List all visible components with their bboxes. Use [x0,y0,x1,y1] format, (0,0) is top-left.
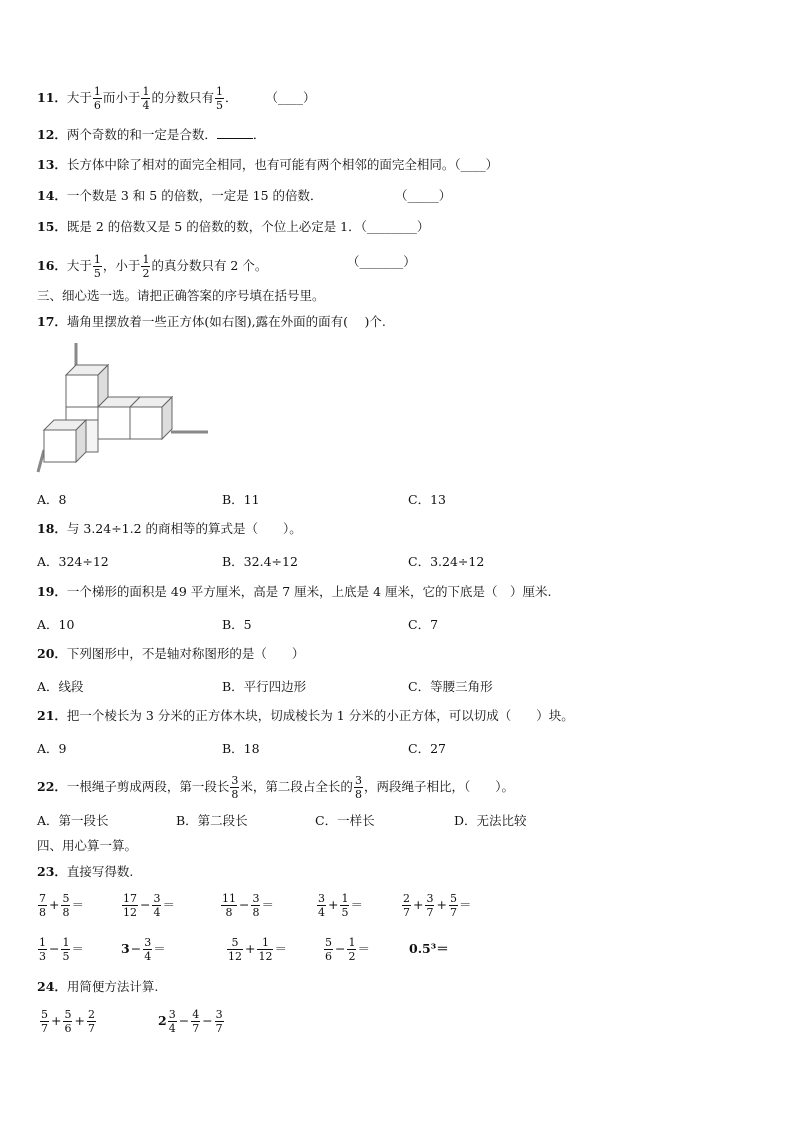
calc-expression: $\frac{5}{6}$ − $\frac{1}{2}$ ＝ [325,936,370,963]
option-c[interactable]: C．一样长 [315,813,375,828]
option-b[interactable]: B．5 [222,617,252,632]
calc-expression: $\frac{1}{3}$ − $\frac{1}{5}$ ＝ [39,936,84,963]
option-a[interactable]: A．线段 [37,679,84,694]
question-text: 长方体中除了相对的面完全相同，也有可能有两个相邻的面完全相同。（____） [66,157,499,172]
calc-expression: 0.5³＝ [409,941,449,956]
calc-expression: 2 $\frac{3}{4}$ − $\frac{4}{7}$ − $\frac{3}{7}$ [158,1008,223,1035]
question-22 [37,775,514,800]
section-heading: 三、细心选一选。请把正确答案的序号填在括号里。 [37,288,325,303]
option-a[interactable]: A．第一段长 [37,813,109,828]
calc-expression: $\frac{3}{4}$ + $\frac{1}{5}$ ＝ [318,892,363,919]
question-text: 大于 [66,90,92,105]
option-b[interactable]: B．11 [222,492,260,507]
question-text: ． [252,127,266,142]
option-c[interactable]: C．27 [408,741,446,756]
question-text: ，小于 [102,258,141,273]
answer-blank[interactable]: （_______） [347,254,416,269]
question-text: 下列图形中，不是轴对称图形的是（ ） [66,646,305,661]
fraction: $\frac{1}{6}$ [93,85,101,112]
question-text: 大于 [66,258,92,273]
option-a[interactable]: A．324÷12 [37,554,109,569]
question-text: 米，第二段占全长的 [240,779,353,794]
option-c[interactable]: C．7 [408,617,439,632]
question-text: 而小于 [102,90,141,105]
question-text: 一个梯形的面积是 49 平方厘米，高是 7 厘米，上底是 4 厘米，它的下底是（ ）厘米. [66,584,552,599]
calc-expression: $\frac{11}{8}$ − $\frac{3}{8}$ ＝ [222,892,274,919]
question-text: 一根绳子剪成两段，第一段长 [66,779,230,794]
question-19 [37,584,552,600]
fraction: $\frac{3}{8}$ [231,774,239,801]
question-text: 直接写得数. [66,864,134,879]
question-21 [37,708,574,724]
option-a[interactable]: A．9 [37,741,67,756]
question-number: 16． [37,258,67,273]
question-17 [37,314,386,330]
option-c[interactable]: C．13 [408,492,446,507]
question-text: 的真分数只有 2 个。 [151,258,268,273]
question-text: 的分数只有 [151,90,214,105]
question-number: 22． [37,779,67,794]
option-a[interactable]: A．8 [37,492,67,507]
option-b[interactable]: B．平行四边形 [222,679,307,694]
question-16 [37,253,416,280]
calc-expression: $\frac{5}{7}$ + $\frac{5}{6}$ + $\frac{2}{7}$ [41,1008,95,1035]
question-14 [37,188,452,204]
option-b[interactable]: B．第二段长 [176,813,248,828]
fraction: $\frac{1}{5}$ [215,85,223,112]
question-24 [37,979,158,995]
question-text: ，两段绳子相比，（ ）。 [363,779,514,794]
calc-expression: 3− $\frac{3}{4}$ ＝ [121,936,166,963]
question-text: 用简便方法计算. [66,979,159,994]
cube-stack-figure [36,340,212,474]
fraction: $\frac{1}{5}$ [93,253,101,280]
calc-expression: $\frac{2}{7}$ + $\frac{3}{7}$ + $\frac{5}{7}$ ＝ [403,892,472,919]
calc-expression: $\frac{17}{12}$ − $\frac{3}{4}$ ＝ [123,892,175,919]
question-number: 23． [37,864,67,879]
fraction: $\frac{1}{2}$ [142,253,150,280]
option-b[interactable]: B．18 [222,741,260,756]
question-text: 把一个棱长为 3 分米的正方体木块，切成棱长为 1 分米的小正方体，可以切成（ ）块。 [66,708,574,723]
question-text: 墙角里摆放着一些正方体(如右图),露在外面的面有( )个. [66,314,386,329]
option-b[interactable]: B．32.4÷12 [222,554,298,569]
option-a[interactable]: A．10 [37,617,75,632]
question-text: 与 3.24÷1.2 的商相等的算式是（ ）。 [66,521,302,536]
question-11 [37,86,315,111]
answer-blank[interactable]: （____） [265,90,316,105]
question-number: 14． [37,188,67,203]
question-text: 既是 2 的倍数又是 5 的倍数的数，个位上必定是 1．（________） [66,219,430,234]
question-12 [37,126,265,143]
question-23 [37,864,133,880]
question-number: 12． [37,127,67,142]
question-number: 19． [37,584,67,599]
question-number: 13． [37,157,67,172]
answer-blank[interactable]: （_____） [395,188,452,203]
question-text: 一个数是 3 和 5 的倍数，一定是 15 的倍数． [66,188,323,203]
calc-expression: $\frac{7}{8}$ + $\frac{5}{8}$ ＝ [39,892,84,919]
fraction: $\frac{3}{8}$ [354,774,362,801]
section-heading: 四、用心算一算。 [37,838,138,853]
question-text: ． [224,90,238,105]
question-18 [37,521,302,537]
option-c[interactable]: C．3.24÷12 [408,554,485,569]
question-number: 24． [37,979,67,994]
option-d[interactable]: D．无法比较 [454,813,527,828]
question-13 [37,157,498,173]
question-number: 21． [37,708,67,723]
question-number: 20． [37,646,67,661]
answer-blank[interactable] [217,126,253,139]
question-number: 11． [37,90,67,105]
calc-expression: $\frac{5}{12}$ + $\frac{1}{12}$ ＝ [228,936,287,963]
fraction: $\frac{1}{4}$ [142,85,150,112]
question-text: 两个奇数的和一定是合数． [66,127,217,142]
question-15 [37,219,429,235]
option-c[interactable]: C．等腰三角形 [408,679,493,694]
question-number: 15． [37,219,67,234]
question-20 [37,646,304,662]
question-number: 17． [37,314,67,329]
question-number: 18． [37,521,67,536]
